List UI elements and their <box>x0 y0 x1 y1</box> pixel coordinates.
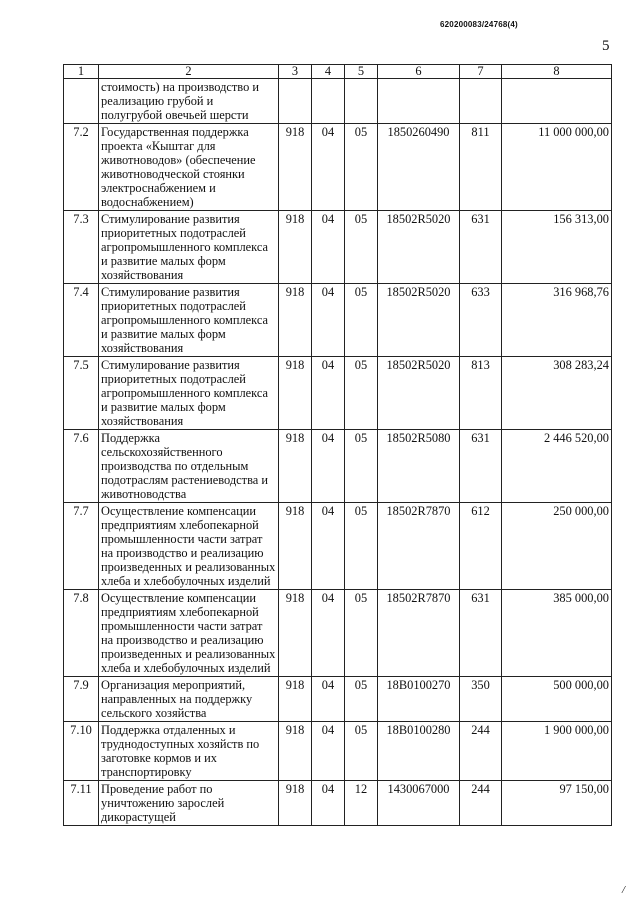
cell-name: Стимулирование развития приоритетных подотраслей агропромышленного комплекса и развитие малых форм хозяйствования <box>99 211 279 284</box>
cell-c5: 12 <box>345 781 378 826</box>
cell-c4: 04 <box>312 722 345 781</box>
cell-name: Поддержка сельскохозяйственного производства по отдельным подотраслям растениеводства и животноводства <box>99 430 279 503</box>
cell-c4: 04 <box>312 781 345 826</box>
cell-num: 7.8 <box>64 590 99 677</box>
table-row <box>64 79 612 124</box>
cell-c8: 250 000,00 <box>502 503 612 590</box>
column-header: 6 <box>378 65 460 79</box>
table-row <box>64 284 612 357</box>
cell-c7: 631 <box>460 211 502 284</box>
cell-c4: 04 <box>312 284 345 357</box>
cell-name: Осуществление компенсации предприятиям хлебопекарной промышленности части затрат на производство и реализацию произведенных и реализованных хлеба и хлебобулочных изделий <box>99 590 279 677</box>
cell-num: 7.10 <box>64 722 99 781</box>
cell-c4 <box>312 79 345 124</box>
cell-c6: 18В0100270 <box>378 677 460 722</box>
budget-table <box>63 64 612 826</box>
column-header: 3 <box>279 65 312 79</box>
cell-c6: 18502R7870 <box>378 590 460 677</box>
column-header: 2 <box>99 65 279 79</box>
table-row <box>64 211 612 284</box>
cell-name: Организация мероприятий, направленных на поддержку сельского хозяйства <box>99 677 279 722</box>
cell-c5: 05 <box>345 590 378 677</box>
cell-c5: 05 <box>345 722 378 781</box>
cell-c4: 04 <box>312 124 345 211</box>
cell-c4: 04 <box>312 430 345 503</box>
cell-c8 <box>502 79 612 124</box>
table-row <box>64 722 612 781</box>
cell-c8: 156 313,00 <box>502 211 612 284</box>
cell-c4: 04 <box>312 357 345 430</box>
handwritten-mark: / <box>622 884 626 896</box>
table-header-row <box>64 65 612 79</box>
cell-name: Стимулирование развития приоритетных подотраслей агропромышленного комплекса и развитие малых форм хозяйствования <box>99 284 279 357</box>
cell-c3: 918 <box>279 124 312 211</box>
cell-c5: 05 <box>345 211 378 284</box>
cell-num: 7.7 <box>64 503 99 590</box>
cell-name: Государственная поддержка проекта «Кыштаг для животноводов» (обеспечение животноводческой стоянки электроснабжением и водоснабжением) <box>99 124 279 211</box>
cell-c8: 11 000 000,00 <box>502 124 612 211</box>
cell-c8: 500 000,00 <box>502 677 612 722</box>
cell-c8: 385 000,00 <box>502 590 612 677</box>
cell-c6: 18502R5020 <box>378 357 460 430</box>
document-code: 620200083/24768(4) <box>440 20 518 29</box>
cell-c3: 918 <box>279 284 312 357</box>
cell-c5: 05 <box>345 503 378 590</box>
cell-c4: 04 <box>312 590 345 677</box>
cell-c3: 918 <box>279 677 312 722</box>
cell-c5: 05 <box>345 124 378 211</box>
cell-num: 7.2 <box>64 124 99 211</box>
column-header: 1 <box>64 65 99 79</box>
cell-name: Стимулирование развития приоритетных подотраслей агропромышленного комплекса и развитие малых форм хозяйствования <box>99 357 279 430</box>
cell-c6: 1850260490 <box>378 124 460 211</box>
table-row <box>64 677 612 722</box>
cell-num: 7.5 <box>64 357 99 430</box>
cell-c7: 244 <box>460 781 502 826</box>
table-row <box>64 124 612 211</box>
cell-c7: 811 <box>460 124 502 211</box>
cell-c5 <box>345 79 378 124</box>
cell-name: Поддержка отдаленных и труднодоступных хозяйств по заготовке кормов и их транспортировку <box>99 722 279 781</box>
cell-c6: 1430067000 <box>378 781 460 826</box>
column-header: 7 <box>460 65 502 79</box>
cell-c5: 05 <box>345 430 378 503</box>
column-header: 4 <box>312 65 345 79</box>
table-row <box>64 430 612 503</box>
cell-c6 <box>378 79 460 124</box>
column-header: 8 <box>502 65 612 79</box>
cell-c7: 350 <box>460 677 502 722</box>
cell-c8: 308 283,24 <box>502 357 612 430</box>
cell-c4: 04 <box>312 503 345 590</box>
cell-name: Осуществление компенсации предприятиям хлебопекарной промышленности части затрат на производство и реализацию произведенных и реализованных хлеба и хлебобулочных изделий <box>99 503 279 590</box>
page-number: 5 <box>602 38 610 54</box>
cell-num: 7.9 <box>64 677 99 722</box>
cell-c3: 918 <box>279 781 312 826</box>
cell-c7: 631 <box>460 430 502 503</box>
cell-num: 7.11 <box>64 781 99 826</box>
cell-num: 7.3 <box>64 211 99 284</box>
cell-name: стоимость) на производство и реализацию грубой и полугрубой овечьей шерсти <box>99 79 279 124</box>
cell-c3: 918 <box>279 590 312 677</box>
cell-c7: 633 <box>460 284 502 357</box>
cell-c3: 918 <box>279 357 312 430</box>
cell-c4: 04 <box>312 677 345 722</box>
table-row <box>64 357 612 430</box>
cell-c5: 05 <box>345 677 378 722</box>
column-header: 5 <box>345 65 378 79</box>
table-row <box>64 503 612 590</box>
cell-num <box>64 79 99 124</box>
cell-c8: 97 150,00 <box>502 781 612 826</box>
cell-c6: 18В0100280 <box>378 722 460 781</box>
cell-c5: 05 <box>345 284 378 357</box>
cell-c8: 1 900 000,00 <box>502 722 612 781</box>
cell-c7: 244 <box>460 722 502 781</box>
cell-c7: 813 <box>460 357 502 430</box>
cell-c8: 2 446 520,00 <box>502 430 612 503</box>
cell-c6: 18502R7870 <box>378 503 460 590</box>
cell-c3: 918 <box>279 430 312 503</box>
cell-c6: 18502R5020 <box>378 284 460 357</box>
cell-c3 <box>279 79 312 124</box>
cell-c7: 612 <box>460 503 502 590</box>
cell-c5: 05 <box>345 357 378 430</box>
cell-num: 7.4 <box>64 284 99 357</box>
table-row <box>64 590 612 677</box>
cell-num: 7.6 <box>64 430 99 503</box>
cell-c4: 04 <box>312 211 345 284</box>
cell-c7: 631 <box>460 590 502 677</box>
cell-c8: 316 968,76 <box>502 284 612 357</box>
cell-c7 <box>460 79 502 124</box>
cell-c6: 18502R5080 <box>378 430 460 503</box>
cell-name: Проведение работ по уничтожению зарослей дикорастущей <box>99 781 279 826</box>
cell-c3: 918 <box>279 503 312 590</box>
cell-c3: 918 <box>279 211 312 284</box>
cell-c3: 918 <box>279 722 312 781</box>
table-row <box>64 781 612 826</box>
cell-c6: 18502R5020 <box>378 211 460 284</box>
